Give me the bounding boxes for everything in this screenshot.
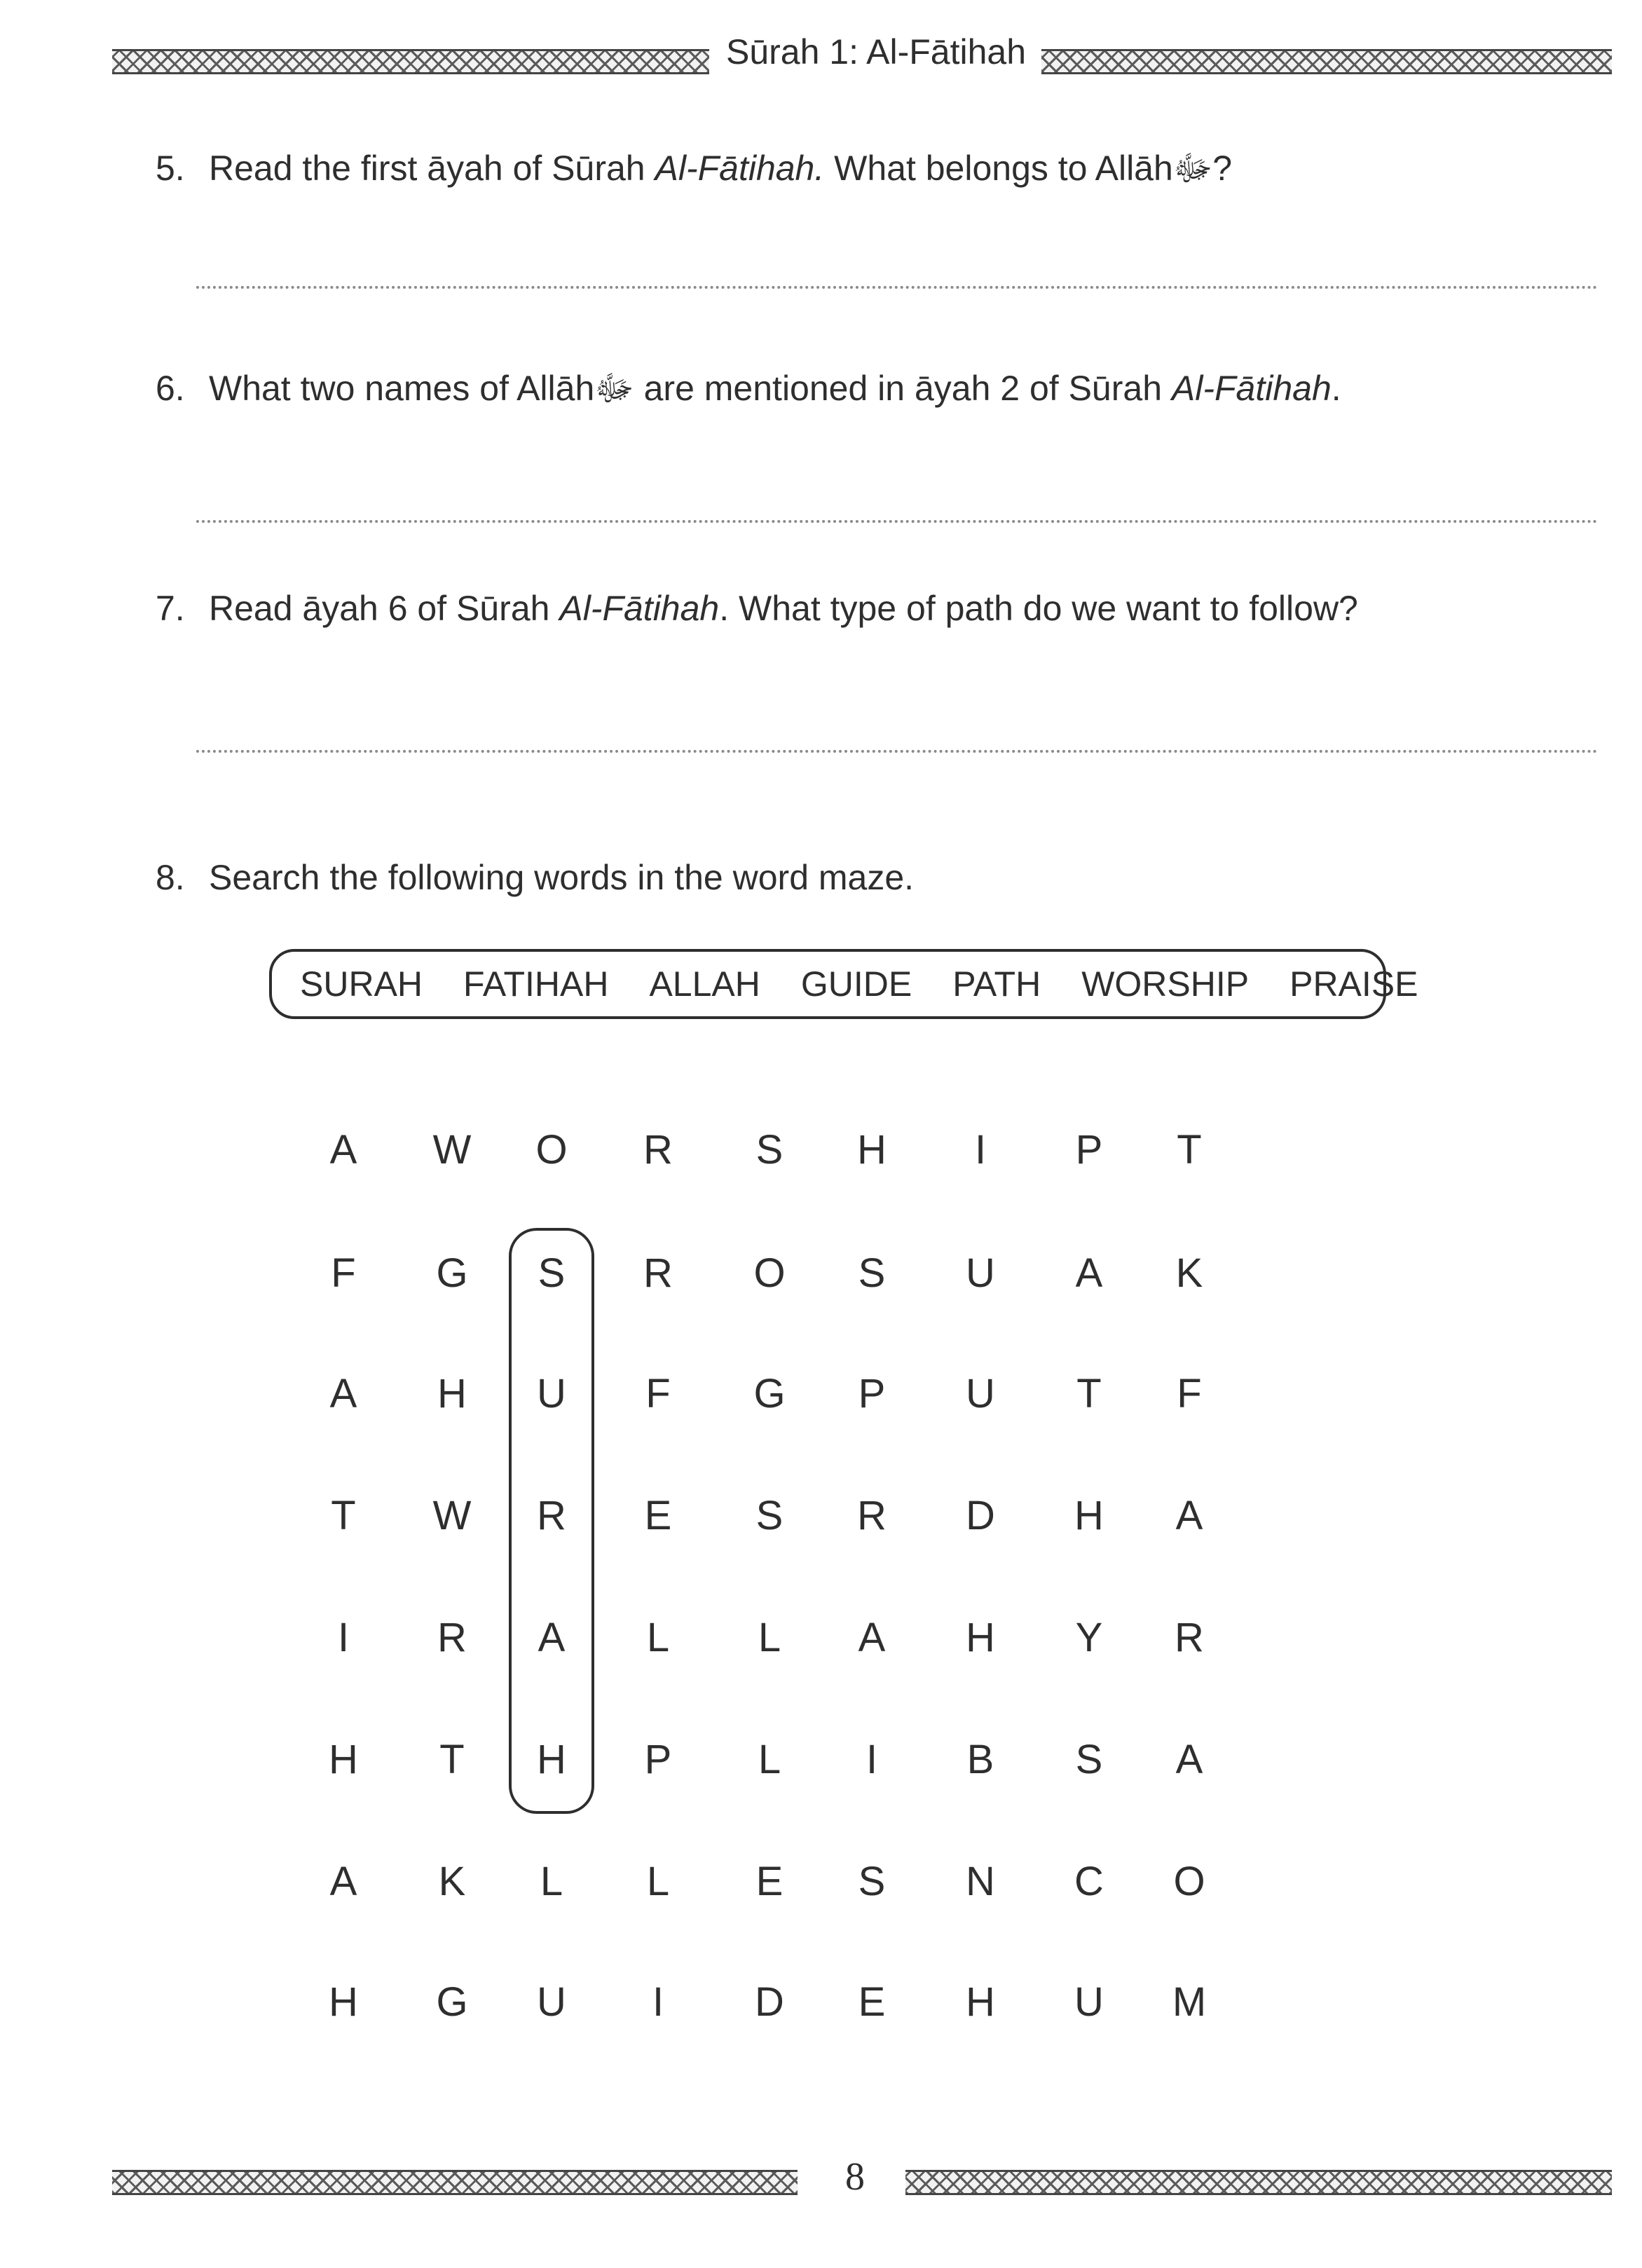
grid-letter[interactable]: D bbox=[755, 1979, 784, 2025]
question-text-after: What belongs to Allāh bbox=[824, 149, 1173, 188]
question-8 bbox=[156, 856, 914, 899]
question-end: ? bbox=[1212, 149, 1233, 188]
grid-letter[interactable]: I bbox=[974, 1127, 987, 1173]
grid-letter[interactable]: L bbox=[646, 1615, 670, 1660]
answer-line-6[interactable] bbox=[196, 520, 1598, 523]
grid-letter[interactable]: L bbox=[540, 1859, 563, 1904]
grid-letter[interactable]: E bbox=[755, 1859, 784, 1904]
grid-letter[interactable]: S bbox=[1075, 1737, 1103, 1782]
grid-letter[interactable]: O bbox=[1173, 1859, 1205, 1904]
grid-letter[interactable]: A bbox=[1175, 1493, 1203, 1538]
question-number: 5. bbox=[156, 149, 185, 188]
grid-letter[interactable]: A bbox=[1075, 1250, 1103, 1296]
grid-letter[interactable]: H bbox=[966, 1615, 995, 1660]
word-bank bbox=[269, 949, 1418, 1019]
grid-letter[interactable]: F bbox=[645, 1371, 671, 1416]
grid-letter[interactable]: K bbox=[1175, 1250, 1203, 1296]
grid-letter[interactable]: H bbox=[329, 1979, 358, 2025]
word-bank-item: PATH bbox=[952, 964, 1041, 1004]
question-text-after: . What type of path do we want to follow? bbox=[719, 589, 1358, 628]
grid-letter[interactable]: E bbox=[858, 1979, 886, 2025]
grid-letter[interactable]: M bbox=[1172, 1979, 1207, 2025]
honorific-symbol: ﷻ bbox=[1172, 149, 1213, 188]
question-italic: Al-Fātihah bbox=[1171, 369, 1332, 408]
grid-letter[interactable]: O bbox=[753, 1250, 786, 1296]
footer-ornament-right bbox=[905, 2170, 1612, 2195]
grid-letter[interactable]: A bbox=[538, 1615, 566, 1660]
page-header-title: Sūrah 1: Al-Fātihah bbox=[725, 32, 1027, 71]
word-bank-item: PRAISE bbox=[1289, 964, 1418, 1004]
grid-letter[interactable]: A bbox=[1175, 1737, 1203, 1782]
grid-letter[interactable]: S bbox=[858, 1859, 886, 1904]
grid-letter[interactable]: S bbox=[755, 1127, 784, 1173]
grid-letter[interactable]: I bbox=[652, 1979, 664, 2025]
question-end: . bbox=[1331, 369, 1341, 408]
question-italic: Al-Fātihah bbox=[559, 589, 720, 628]
grid-letter[interactable]: H bbox=[537, 1737, 566, 1782]
grid-letter[interactable]: R bbox=[537, 1493, 566, 1538]
grid-letter[interactable]: L bbox=[758, 1737, 781, 1782]
question-text: Read the first āyah of Sūrah bbox=[209, 149, 655, 188]
grid-letter[interactable]: R bbox=[1175, 1615, 1204, 1660]
grid-letter[interactable]: Y bbox=[1075, 1615, 1103, 1660]
grid-letter[interactable]: S bbox=[755, 1493, 784, 1538]
grid-letter[interactable]: P bbox=[1075, 1127, 1103, 1173]
grid-letter[interactable]: O bbox=[535, 1127, 568, 1173]
word-bank-item: SURAH bbox=[300, 964, 423, 1004]
question-text: Search the following words in the word maze. bbox=[209, 858, 915, 897]
grid-letter[interactable]: R bbox=[643, 1250, 673, 1296]
question-italic: Al-Fātihah. bbox=[655, 149, 825, 188]
grid-letter[interactable]: S bbox=[538, 1250, 566, 1296]
grid-letter[interactable]: H bbox=[857, 1127, 887, 1173]
grid-letter[interactable]: G bbox=[436, 1250, 468, 1296]
grid-letter[interactable]: R bbox=[643, 1127, 673, 1173]
question-text-mid: are mentioned in āyah 2 of Sūrah bbox=[634, 369, 1172, 408]
grid-letter[interactable]: U bbox=[966, 1371, 995, 1416]
grid-letter[interactable]: R bbox=[857, 1493, 887, 1538]
circled-word-surah bbox=[509, 1228, 594, 1814]
grid-letter[interactable]: T bbox=[1177, 1127, 1202, 1173]
grid-letter[interactable]: H bbox=[1074, 1493, 1104, 1538]
footer-ornament-left bbox=[112, 2170, 798, 2195]
page-number: 8 bbox=[845, 2155, 865, 2199]
grid-letter[interactable]: W bbox=[432, 1493, 472, 1538]
header-ornament-left bbox=[112, 49, 709, 74]
grid-letter[interactable]: U bbox=[966, 1250, 995, 1296]
header-ornament-right bbox=[1041, 49, 1612, 74]
question-number: 7. bbox=[156, 589, 185, 628]
grid-letter[interactable]: A bbox=[329, 1127, 357, 1173]
grid-letter[interactable]: C bbox=[1074, 1859, 1104, 1904]
grid-letter[interactable]: W bbox=[432, 1127, 472, 1173]
question-7 bbox=[156, 587, 1358, 629]
grid-letter[interactable]: G bbox=[436, 1979, 468, 2025]
answer-line-7[interactable] bbox=[196, 750, 1598, 753]
grid-letter[interactable]: N bbox=[966, 1859, 995, 1904]
question-text: What two names of Allāh bbox=[209, 369, 595, 408]
grid-letter[interactable]: G bbox=[753, 1371, 786, 1416]
question-5 bbox=[156, 147, 1232, 189]
grid-letter[interactable]: T bbox=[439, 1737, 465, 1782]
word-bank-item: ALLAH bbox=[649, 964, 760, 1004]
grid-letter[interactable]: L bbox=[758, 1615, 781, 1660]
grid-letter[interactable]: E bbox=[644, 1493, 672, 1538]
grid-letter[interactable]: P bbox=[858, 1371, 886, 1416]
grid-letter[interactable]: I bbox=[337, 1615, 350, 1660]
grid-letter[interactable]: H bbox=[437, 1371, 467, 1416]
word-bank-item: GUIDE bbox=[800, 964, 912, 1004]
grid-letter[interactable]: A bbox=[858, 1615, 886, 1660]
grid-letter[interactable]: U bbox=[537, 1371, 566, 1416]
grid-letter[interactable]: P bbox=[644, 1737, 672, 1782]
word-bank-item: WORSHIP bbox=[1081, 964, 1250, 1004]
grid-letter[interactable]: F bbox=[331, 1250, 356, 1296]
question-number: 8. bbox=[156, 858, 185, 897]
grid-letter[interactable]: R bbox=[437, 1615, 467, 1660]
question-number: 6. bbox=[156, 369, 185, 408]
grid-letter[interactable]: H bbox=[329, 1737, 358, 1782]
grid-letter[interactable]: A bbox=[329, 1371, 357, 1416]
grid-letter[interactable]: K bbox=[438, 1859, 466, 1904]
question-6 bbox=[156, 367, 1341, 409]
honorific-symbol: ﷻ bbox=[594, 369, 634, 408]
word-bank-item: FATIHAH bbox=[463, 964, 609, 1004]
grid-letter[interactable]: T bbox=[331, 1493, 356, 1538]
grid-letter[interactable]: U bbox=[1074, 1979, 1104, 2025]
grid-letter[interactable]: D bbox=[966, 1493, 995, 1538]
grid-letter[interactable]: L bbox=[646, 1859, 670, 1904]
grid-letter[interactable]: T bbox=[1076, 1371, 1102, 1416]
grid-letter[interactable]: I bbox=[866, 1737, 878, 1782]
grid-letter[interactable]: H bbox=[966, 1979, 995, 2025]
grid-letter[interactable]: A bbox=[329, 1859, 357, 1904]
grid-letter[interactable]: S bbox=[858, 1250, 886, 1296]
grid-letter[interactable]: F bbox=[1177, 1371, 1202, 1416]
grid-letter[interactable]: U bbox=[537, 1979, 566, 2025]
answer-line-5[interactable] bbox=[196, 286, 1598, 289]
grid-letter[interactable]: B bbox=[966, 1737, 994, 1782]
question-text: Read āyah 6 of Sūrah bbox=[209, 589, 560, 628]
